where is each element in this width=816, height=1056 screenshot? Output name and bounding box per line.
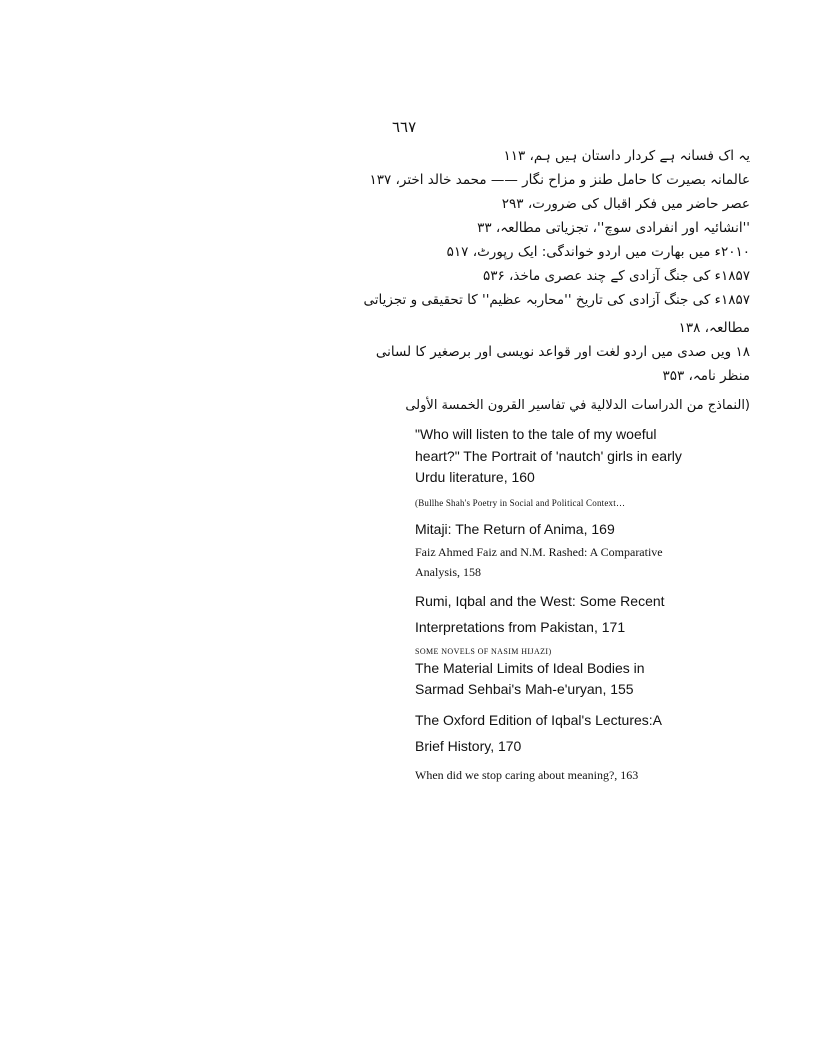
- english-index-entry: [415, 646, 715, 658]
- entry-line: heart?" The Portrait of 'nautch' girls in early: [415, 447, 682, 464]
- english-index-entry: [415, 588, 715, 640]
- urdu-index-entry-continuation: مطالعہ، ۱۳۸: [678, 320, 750, 336]
- english-index-entry: [415, 497, 715, 510]
- entry-line: "Who will listen to the tale of my woeful: [415, 426, 657, 442]
- urdu-index-entry: عالمانہ بصیرت کا حامل طنز و مزاح نگار —— محمد خالد اختر، ۱۳۷: [369, 172, 750, 188]
- english-index-entry: [415, 707, 715, 759]
- entry-line: Rumi, Iqbal and the West: Some Recent: [415, 592, 665, 609]
- urdu-index-entry: ۱۸۵۷ء کی جنگ آزادی کی تاریخ ''محاربہ عظیم'' کا تحقیقی و تجزیاتی: [363, 292, 750, 308]
- entry-line: (Bullhe Shah's Poetry in Social and Political Context…: [415, 497, 626, 508]
- page-number: ٦٦٧: [392, 118, 417, 136]
- urdu-index-entry: ''انشائیہ اور انفرادی سوچ''، تجزیاتی مطالعہ، ۳۳: [477, 220, 750, 236]
- entry-line: When did we stop caring about meaning?, 163: [415, 767, 639, 782]
- english-index-entry: [415, 542, 715, 582]
- urdu-index-entry: عصر حاضر میں فکر اقبال کی ضرورت، ۲۹۳: [501, 196, 750, 212]
- entry-line: The Material Limits of Ideal Bodies in: [415, 659, 645, 676]
- urdu-index-entry: یہ اک فسانہ ہے کردار داستان ہیں ہم، ۱۱۳: [503, 148, 750, 164]
- urdu-index-entry: ۲۰۱۰ء میں بھارت میں اردو خواندگی: ایک رپورٹ، ۵۱۷: [446, 244, 750, 260]
- entry-line: Analysis, 158: [415, 564, 481, 579]
- urdu-index-entry-continuation: منظر نامہ، ۳۵۳: [662, 368, 750, 384]
- entry-line: Interpretations from Pakistan, 171: [415, 618, 626, 635]
- entry-line: Sarmad Sehbai's Mah-e'uryan, 155: [415, 681, 634, 697]
- entry-line: SOME NOVELS OF NASIM HIJAZI): [415, 646, 552, 656]
- arabic-index-entry: (النماذج من الدراسات الدلالية في تفاسير القرون الخمسة الأولى: [405, 398, 750, 413]
- urdu-index-list: [363, 144, 750, 418]
- entry-line: Brief History, 170: [415, 737, 522, 754]
- urdu-index-entry: ۱۸ ویں صدی میں اردو لغت اور قواعد نویسی اور برصغیر کا لسانی: [375, 344, 750, 360]
- english-index-entry: [415, 658, 715, 701]
- entry-line: Urdu literature, 160: [415, 469, 535, 485]
- english-index-list: [415, 424, 715, 785]
- entry-line: Mitaji: The Return of Anima, 169: [415, 520, 615, 537]
- english-index-entry: [415, 516, 715, 542]
- entry-line: The Oxford Edition of Iqbal's Lectures:A: [415, 711, 663, 728]
- english-index-entry: [415, 765, 715, 785]
- entry-line: Faiz Ahmed Faiz and N.M. Rashed: A Comparative: [415, 544, 663, 559]
- urdu-index-entry: ۱۸۵۷ء کی جنگ آزادی کے چند عصری ماخذ، ۵۳۶: [483, 268, 750, 284]
- english-index-entry: [415, 424, 715, 489]
